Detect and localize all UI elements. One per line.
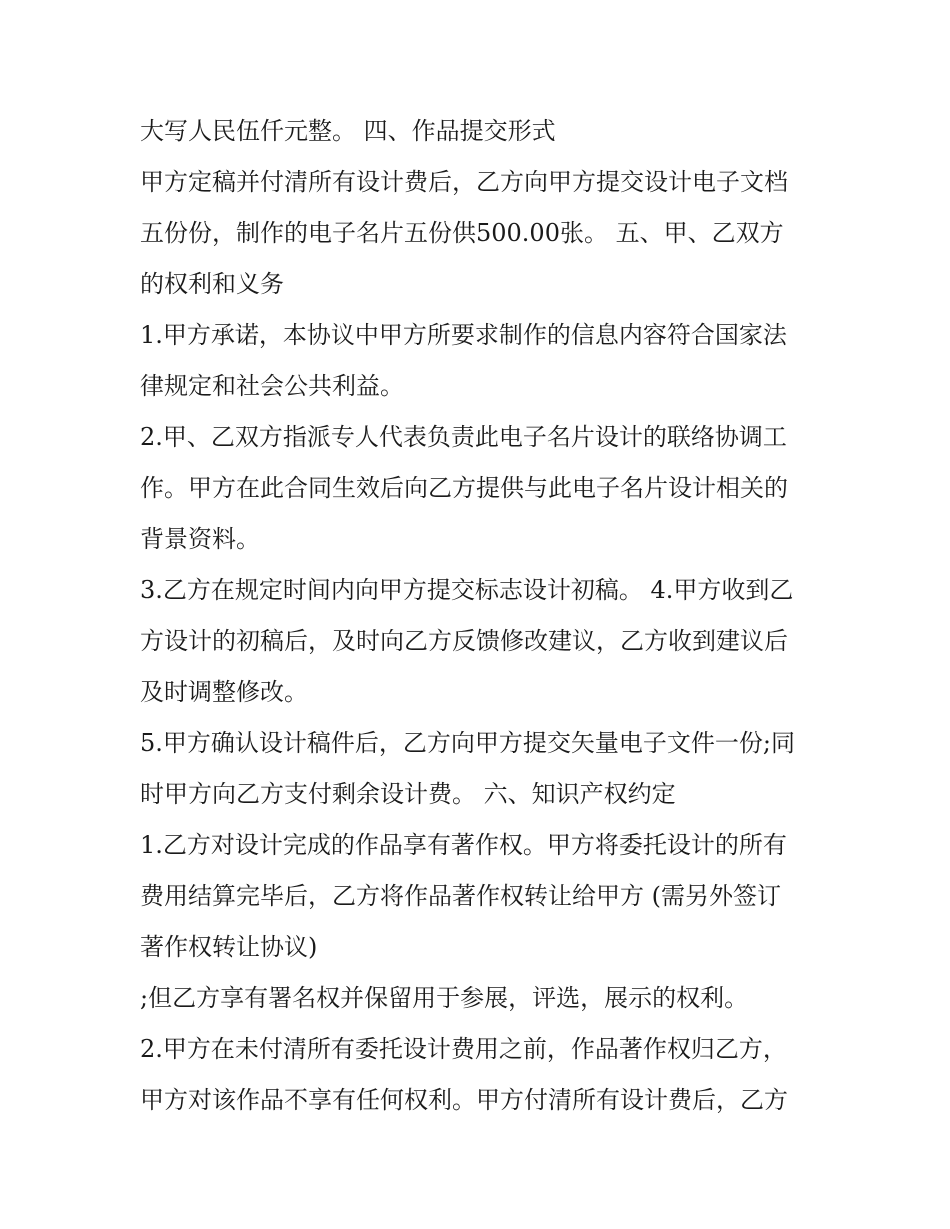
text-line: 著作权转让协议) [140,933,318,961]
text-line: 1.甲方承诺，本协议中甲方所要求制作的信息内容符合国家法 [140,321,787,349]
text-line: 及时调整修改。 [140,678,308,706]
text-line: 背景资料。 [140,525,260,553]
text-line: 费用结算完毕后，乙方将作品著作权转让给甲方 (需另外签订 [140,882,781,910]
text-line: 的权利和义务 [140,270,284,298]
text-line: 5.甲方确认设计稿件后，乙方向甲方提交矢量电子文件一份;同 [140,729,795,757]
text-line: 时甲方向乙方支付剩余设计费。 六、知识产权约定 [140,780,676,808]
text-line: 作。甲方在此合同生效后向乙方提供与此电子名片设计相关的 [140,474,788,502]
text-line: 2.甲方在未付清所有委托设计费用之前，作品著作权归乙方， [140,1035,787,1063]
text-line: 3.乙方在规定时间内向甲方提交标志设计初稿。 4.甲方收到乙 [140,576,794,604]
text-line: 五份份，制作的电子名片五份供500.00张。 五、甲、乙双方 [140,219,784,247]
contract-text [140,106,820,1126]
text-line: 甲方对该作品不享有任何权利。甲方付清所有设计费后，乙方 [140,1086,788,1114]
text-line: 方设计的初稿后，及时向乙方反馈修改建议，乙方收到建议后 [140,627,788,655]
text-line: 甲方定稿并付清所有设计费后，乙方向甲方提交设计电子文档 [140,168,788,196]
text-line: 2.甲、乙双方指派专人代表负责此电子名片设计的联络协调工 [140,423,787,451]
text-line: 律规定和社会公共利益。 [140,372,404,400]
text-line: 大写人民伍仟元整。 四、作品提交形式 [140,117,556,145]
text-line: ;但乙方享有署名权并保留用于参展，评选，展示的权利。 [140,984,749,1012]
text-line: 1.乙方对设计完成的作品享有著作权。甲方将委托设计的所有 [140,831,787,859]
